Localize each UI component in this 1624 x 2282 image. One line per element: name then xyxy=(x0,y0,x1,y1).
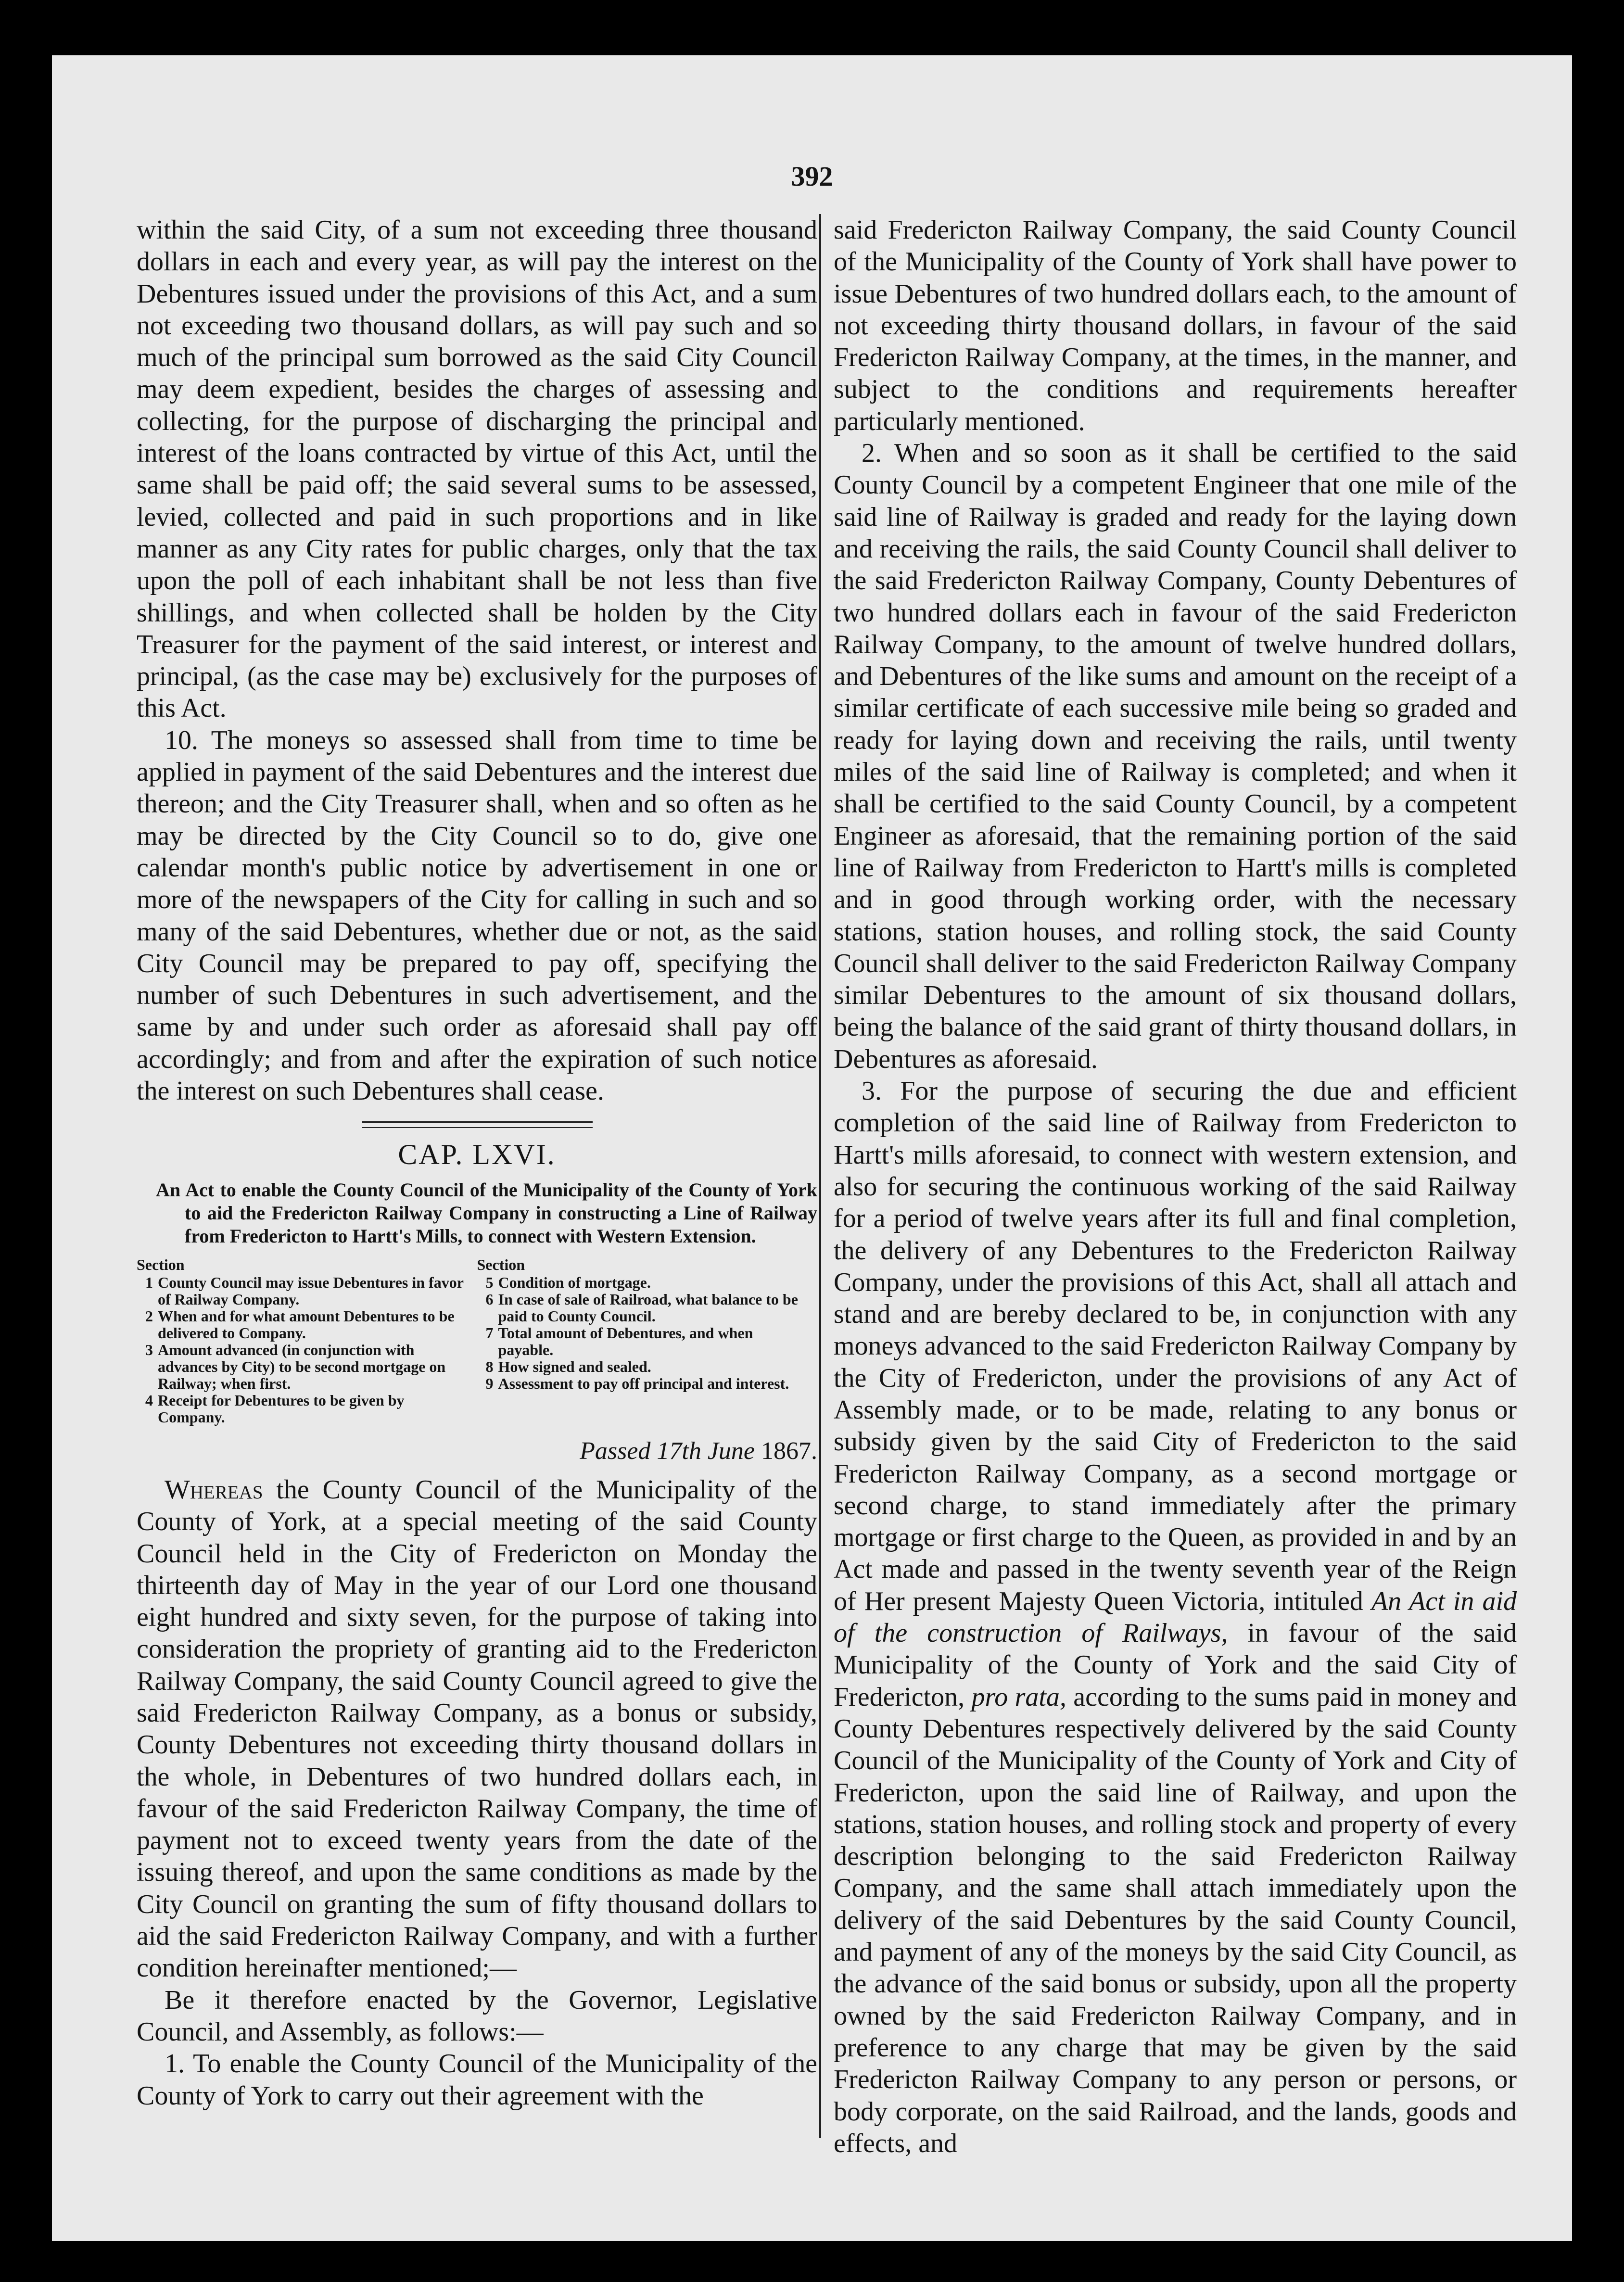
section-entry: 5 Condition of mortgage. xyxy=(485,1273,651,1291)
section-entry: 3 Amount advanced (in conjunction with advances by City) to be second mortgage on Railway; when first. xyxy=(145,1341,446,1392)
section-entry: 4 Receipt for Debentures to be given by Company. xyxy=(145,1391,405,1426)
paragraph-section-2: 2. When and so soon as it shall be certified to the said County Council by a competent Engineer that one mile of the said line of Railway is graded and ready for the laying down and receiving the rails, the said County Council shall deliver to the said Fredericton Railway Company, County Debentures of two hundred dollars each in favour of the said Fredericton Railway Company, to the amount of twelve hundred dollars, and Debentures of the like sums and amount on the receipt of a similar certificate of each successive mile being so graded and ready for laying down and receiving the rails, until twenty miles of the said line of Railway is completed; and when it shall be certified to the said County Council, by a competent Engineer as aforesaid, that the remaining portion of the said line of Railway from Fredericton to Hartt's mills is completed and in good through working order, with the necessary stations, station houses, and rolling stock, the said County Council shall deliver to the said Fredericton Railway Company similar Debentures to the amount of six thousand dollars, being the balance of the said grant of thirty thousand dollars, in Debentures as aforesaid. xyxy=(834,438,1517,1074)
double-rule-bottom xyxy=(362,1127,593,1128)
paragraph-section-1-start: 1. To enable the County Council of the Municipality of the County of York to carry out their agreement with the xyxy=(137,2049,817,2111)
section-heading: Section xyxy=(477,1255,525,1273)
section-entry: 2 When and for what amount Debentures to be delivered to Company. xyxy=(145,1307,455,1342)
paragraph-section-10: 10. The moneys so assessed shall from time to time be applied in payment of the said Debentures and the interest due thereon; and the City Treasurer shall, when and so often as he may be directed by the City Council so to do, give one calendar month's public notice by advertisement in one or more of the newspapers of the City for calling in such and so many of the said Debentures, whether due or not, as the said City Council may be prepared to pay off, specifying the number of such Debentures in such advertisement, and the same by and under such order as aforesaid shall pay off accordingly; and from and after the expiration of such notice the interest on such Debentures shall cease. xyxy=(137,725,817,1106)
section-entry: 9 Assessment to pay off principal and interest. xyxy=(485,1374,789,1392)
section-heading: Section xyxy=(137,1255,185,1273)
right-column xyxy=(834,214,1517,2159)
page-number: 392 xyxy=(791,161,833,192)
paragraph-section-3: 3. For the purpose of securing the due and efficient completion of the said line of Railway from Fredericton to Hartt's mills aforesaid, to connect with western extension, and also for securing the continuous working of the said Railway for a period of twelve years after its full and final completion, the delivery of any Debentures to the Fredericton Railway Company, under the provisions of this Act, shall all attach and stand and are bereby declared to be, in conjunction with any moneys advanced to the said Fredericton Railway Company by the City of Fredericton, under the provisions of any Act of Assembly made, or to be made, relating to any bonus or subsidy given by the said City of Fredericton to the said Fredericton Railway Company, as a second mortgage or second charge, to stand immediately after the primary mortgage or first charge to the Queen, as provided in and by an Act made and passed in the twenty seventh year of the Reign of Her present Majesty Queen Victoria, intituled An Act in aid of the construction of Railways, in favour of the said Municipality of the County of York and the said City of Fredericton, pro rata, according to the sums paid in money and County Debentures respectively delivered by the said County Council of the Municipality of the County of York and City of Fredericton, upon the said line of Railway, and upon the stations, station houses, and rolling stock and property of every description belonging to the said Fredericton Railway Company, and the same shall attach immediately upon the delivery of the said Debentures by the said County Council, and payment of any of the moneys by the said City Council, as the advance of the said bonus or subsidy, upon all the property owned by the said Fredericton Railway Company, and in preference to any charge that may be given by the said Fredericton Railway Company to any person or persons, or body corporate, on the said Railroad, and the lands, goods and effects, and xyxy=(834,1076,1517,2158)
section-entry: 7 Total amount of Debentures, and when payable. xyxy=(485,1324,753,1358)
section-entry: 1 County Council may issue Debentures in favor of Railway Company. xyxy=(145,1273,464,1308)
section-index xyxy=(137,1256,817,1426)
enacting-clause: Be it therefore enacted by the Governor, Legislative Council, and Assembly, as follows:— xyxy=(137,1985,817,2047)
act-title: An Act to enable the County Council of the Municipality of the County of York to aid the Fredericton Railway Company in constructing a Line of Railway from Fredericton to Hartt's Mills, to connect with Western Extension. xyxy=(156,1179,817,1247)
section-entry: 8 How signed and sealed. xyxy=(485,1357,651,1375)
passed-date: Passed 17th June 1867. xyxy=(580,1437,817,1465)
section-index-left xyxy=(137,1256,477,1426)
section-index-right xyxy=(477,1256,818,1426)
paragraph-continued: within the said City, of a sum not exceeding three thousand dollars in each and every year, as will pay the interest on the Debentures issued under the provisions of this Act, and a sum not exceeding two thousand dollars, as will pay such and so much of the principal sum borrowed as the said City Council may deem expedient, besides the charges of assessing and collecting, for the purpose of discharging the principal and interest of the loans contracted by virtue of this Act, until the same shall be paid off; the said several sums to be assessed, levied, collected and paid in such proportions and in like manner as any City rates for public charges, only that the tax upon the poll of each inhabitant shall be not less than five shillings, and when collected shall be holden by the City Treasurer for the payment of the said interest, or interest and principal, (as the case may be) exclusively for the purposes of this Act. xyxy=(137,215,817,723)
column-divider xyxy=(819,214,821,2138)
double-rule-top xyxy=(362,1121,593,1123)
scanned-page xyxy=(52,55,1572,2241)
left-column xyxy=(137,214,817,2112)
preamble: Whereas the County Council of the Municipality of the County of York, at a special meeting of the said County Council held in the City of Fredericton on Monday the thirteenth day of May in the year of our Lord one thousand eight hundred and sixty seven, for the purpose of taking into consideration the propriety of granting aid to the Fredericton Railway Company, the said County Council agreed to give the said Fredericton Railway Company, as a bonus or subsidy, County Debentures not exceeding thirty thousand dollars in the whole, in Debentures of two hundred dollars each, in favour of the said Fredericton Railway Company, the time of payment not to exceed twenty years from the date of the issuing thereof, and upon the same conditions as made by the City Council on granting the sum of fifty thousand dollars to aid the said Fredericton Railway Company, and with a further condition hereinafter mentioned;— xyxy=(137,1474,817,1983)
paragraph-section-1-end: said Fredericton Railway Company, the said County Council of the Municipality of the County of York shall have power to issue Debentures of two hundred dollars each, to the amount of not exceeding thirty thousand dollars, in favour of the said Fredericton Railway Company, at the times, in the manner, and subject to the conditions and requirements hereafter particularly mentioned. xyxy=(834,215,1517,436)
chapter-title: CAP. LXVI. xyxy=(398,1139,556,1171)
section-entry: 6 In case of sale of Railroad, what balance to be paid to County Council. xyxy=(485,1290,798,1325)
